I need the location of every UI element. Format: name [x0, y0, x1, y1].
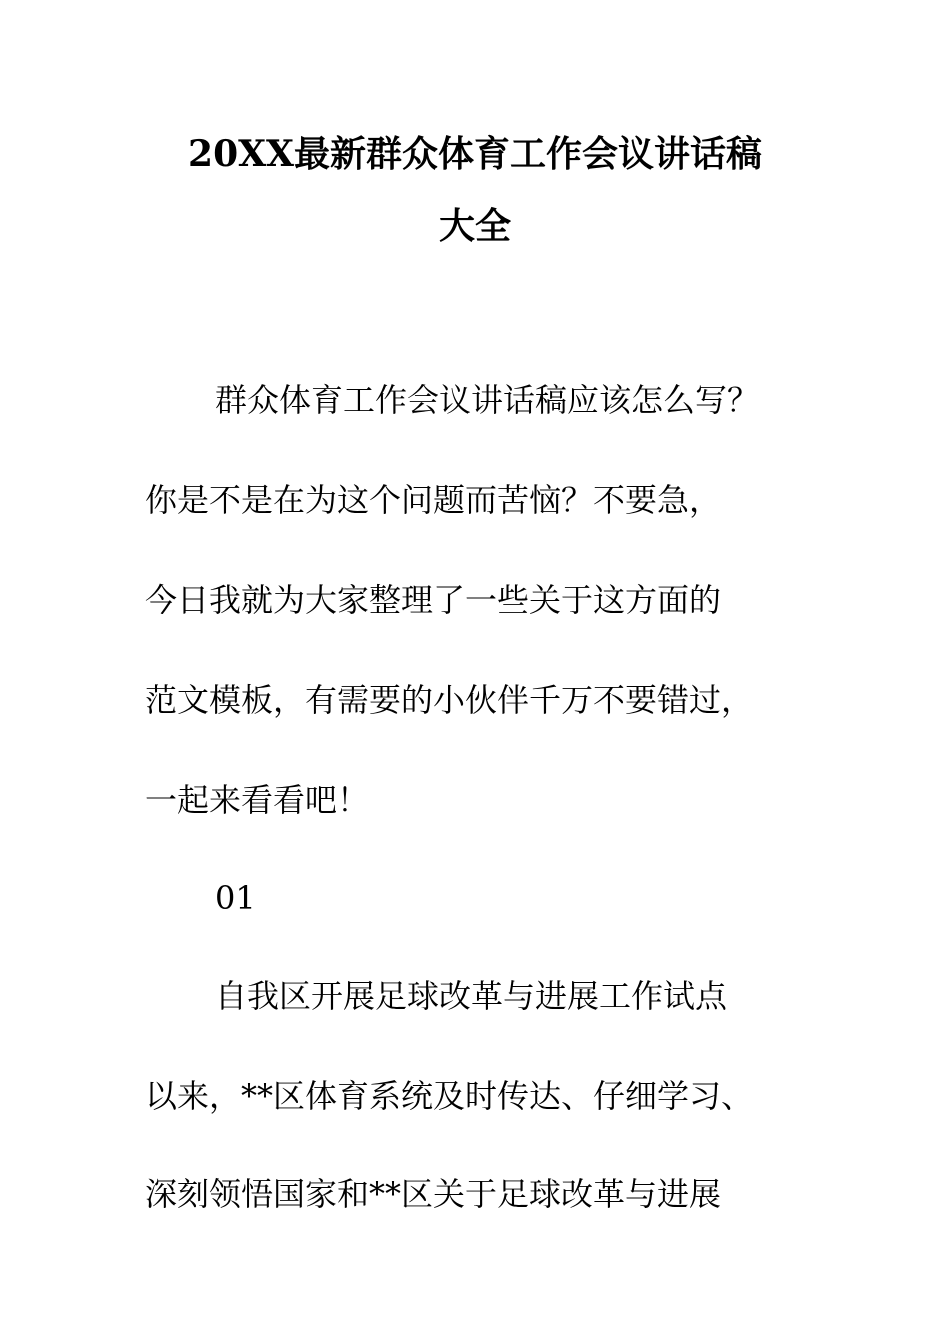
document-title-line-2: 大全 — [438, 205, 511, 247]
section-line-2: 以来，**区体育系统及时传达、仔细学习、 — [145, 1077, 754, 1115]
intro-line-1: 群众体育工作会议讲话稿应该怎么写？ — [215, 381, 760, 419]
section-number: 01 — [215, 879, 256, 917]
intro-line-5: 一起来看看吧！ — [145, 781, 370, 819]
document-title-line-1: 20XX最新群众体育工作会议讲话稿 — [188, 133, 762, 175]
section-line-1: 自我区开展足球改革与进展工作试点 — [215, 977, 728, 1015]
intro-line-4: 范文模板，有需要的小伙伴千万不要错过， — [145, 681, 754, 719]
intro-line-2: 你是不是在为这个问题而苦恼？不要急， — [145, 481, 722, 519]
section-line-3: 深刻领悟国家和**区关于足球改革与进展 — [145, 1175, 722, 1213]
intro-line-3: 今日我就为大家整理了一些关于这方面的 — [145, 581, 722, 619]
